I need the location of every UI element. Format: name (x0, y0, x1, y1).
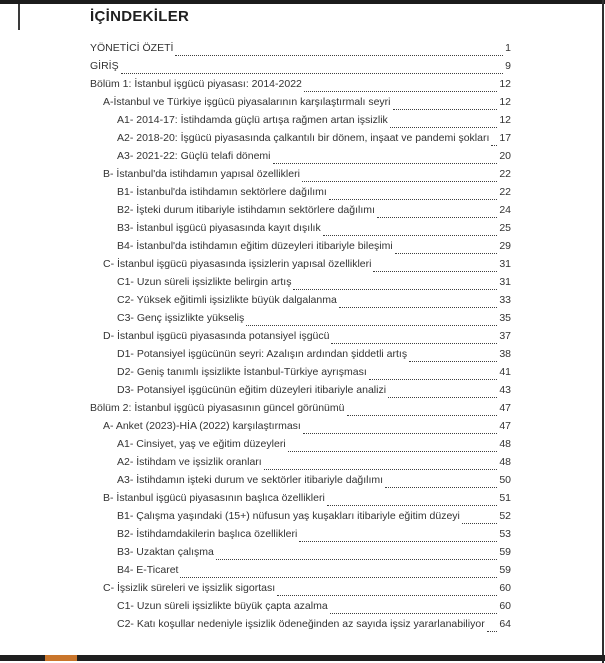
toc-entry-label: A2- İstihdam ve işsizlik oranları (117, 456, 262, 468)
dot-leader (390, 127, 498, 128)
toc-entry[interactable] (90, 186, 511, 204)
toc-title: İÇİNDEKİLER (90, 8, 190, 25)
toc-entry-page: 31 (499, 276, 511, 288)
toc-entry[interactable] (90, 42, 511, 60)
toc-entry[interactable] (90, 456, 511, 474)
toc-entry-page: 60 (499, 600, 511, 612)
toc-entry-label: D3- Potansiyel işgücünün eğitim düzeyleri itibariyle analizi (117, 384, 387, 396)
toc-entry-label: YÖNETİCİ ÖZETİ (90, 42, 174, 54)
dot-leader (373, 271, 497, 272)
toc-entry-label: D2- Geniş tanımlı işsizlikte İstanbul-Türkiye ayrışması (117, 366, 367, 378)
toc-entry-label: B- İstanbul işgücü piyasasının başlıca özellikleri (103, 492, 325, 504)
toc-entry-label: D- İstanbul işgücü piyasasında potansiyel işgücü (103, 330, 330, 342)
dot-leader (302, 181, 497, 182)
window-border-top (0, 0, 605, 4)
toc-entry-page: 1 (505, 42, 511, 54)
dot-leader (369, 379, 498, 380)
toc-entry[interactable] (90, 276, 511, 294)
toc-entry-page: 25 (499, 222, 511, 234)
toc-entry[interactable] (90, 546, 511, 564)
toc-entry-page: 29 (499, 240, 511, 252)
toc-entry-page: 43 (499, 384, 511, 396)
toc-entry-page: 51 (499, 492, 511, 504)
dot-leader (288, 451, 498, 452)
toc-entry-label: B3- Uzaktan çalışma (117, 546, 214, 558)
toc-entry-label: C- İşsizlik süreleri ve işsizlik sigortası (103, 582, 276, 594)
dot-leader (388, 397, 497, 398)
dot-leader (246, 325, 497, 326)
dot-leader (273, 163, 498, 164)
toc-entry[interactable] (90, 438, 511, 456)
toc-entry-page: 12 (499, 78, 511, 90)
toc-entry[interactable] (90, 474, 511, 492)
toc-entry[interactable] (90, 510, 511, 528)
toc-entry-label: A2- 2018-20: İşgücü piyasasında çalkantılı bir dönem, inşaat ve pandemi şokları (117, 132, 490, 144)
toc-entry-label: C1- Uzun süreli işsizlikte belirgin artış (117, 276, 292, 288)
toc-entry[interactable] (90, 150, 511, 168)
toc-entry-label: A1- 2014-17: İstihdamda güçlü artışa rağmen artan işsizlik (117, 114, 388, 126)
scrollbar-track[interactable] (0, 655, 605, 661)
dot-leader (323, 235, 498, 236)
dot-leader (487, 631, 498, 632)
toc-entry-page: 20 (499, 150, 511, 162)
toc-entry-label: B- İstanbul'da istihdamın yapısal özellikleri (103, 168, 300, 180)
toc-entry[interactable] (90, 564, 511, 582)
dot-leader (175, 55, 503, 56)
toc-entry-page: 60 (499, 582, 511, 594)
dot-leader (277, 595, 497, 596)
dot-leader (327, 505, 498, 506)
dot-leader (303, 433, 497, 434)
dot-leader (462, 523, 497, 524)
dot-leader (385, 487, 497, 488)
toc-entry-page: 47 (499, 420, 511, 432)
window-border-right (602, 0, 604, 663)
toc-entry-label: Bölüm 2: İstanbul işgücü piyasasının güncel görünümü (90, 402, 345, 414)
toc-entry[interactable] (90, 240, 511, 258)
dot-leader (347, 415, 498, 416)
scrollbar-thumb[interactable] (45, 655, 77, 661)
toc-entry-page: 17 (499, 132, 512, 144)
toc-entry-label: B3- İstanbul işgücü piyasasında kayıt dışılık (117, 222, 321, 234)
toc-entry-page: 37 (499, 330, 511, 342)
toc-entry-label: A-İstanbul ve Türkiye işgücü piyasalarının karşılaştırmalı seyri (103, 96, 391, 108)
toc-entry-page: 12 (499, 114, 511, 126)
toc-entry[interactable] (90, 420, 511, 438)
dot-leader (393, 109, 498, 110)
toc-entry-label: C3- Genç işsizlikte yükseliş (117, 312, 245, 324)
toc-entry-label: A3- İstihdamın işteki durum ve sektörler itibariyle dağılımı (117, 474, 384, 486)
dot-leader (331, 343, 497, 344)
toc-entry-page: 38 (499, 348, 511, 360)
dot-leader (330, 613, 498, 614)
dot-leader (293, 289, 497, 290)
dot-leader (216, 559, 497, 560)
toc-entry-page: 50 (499, 474, 511, 486)
toc-entry-page: 24 (499, 204, 511, 216)
toc-entry-page: 48 (499, 438, 511, 450)
toc-entry-page: 48 (499, 456, 511, 468)
toc-entry-label: B2- İşteki durum itibariyle istihdamın sektörlere dağılımı (117, 204, 375, 216)
toc-entry-label: GİRİŞ (90, 60, 119, 72)
toc-entry-page: 41 (499, 366, 511, 378)
toc-entry-page: 47 (499, 402, 511, 414)
toc-entry-page: 33 (499, 294, 511, 306)
dot-leader (299, 541, 497, 542)
toc-entry[interactable] (90, 78, 511, 96)
document-page (90, 8, 511, 636)
dot-leader (264, 469, 498, 470)
toc-entry-label: C2- Yüksek eğitimli işsizlikte büyük dalgalanma (117, 294, 337, 306)
toc-entry-page: 53 (499, 528, 511, 540)
toc-entry[interactable] (90, 312, 511, 330)
toc-entry[interactable] (90, 258, 511, 276)
toc-entry[interactable] (90, 96, 511, 114)
dot-leader (395, 253, 498, 254)
toc-entry[interactable] (90, 132, 511, 150)
toc-entry-page: 9 (505, 60, 511, 72)
toc-entry[interactable] (90, 222, 511, 240)
toc-entry[interactable] (90, 294, 511, 312)
dot-leader (409, 361, 497, 362)
toc-entry-page: 59 (499, 564, 511, 576)
toc-entry-page: 22 (499, 186, 511, 198)
toc-entry[interactable] (90, 60, 511, 78)
toc-entry[interactable] (90, 528, 511, 546)
toc-entry-label: B4- İstanbul'da istihdamın eğitim düzeyleri itibariyle bileşimi (117, 240, 393, 252)
dot-leader (329, 199, 498, 200)
toc-entry-label: A- Anket (2023)-HİA (2022) karşılaştırması (103, 420, 301, 432)
toc-entry[interactable] (90, 204, 511, 222)
toc-entry-label: B2- İstihdamdakilerin başlıca özellikleri (117, 528, 298, 540)
toc-entry[interactable] (90, 168, 511, 186)
toc-entry-label: B4- E-Ticaret (117, 564, 179, 576)
toc-entry-label: B1- İstanbul'da istihdamın sektörlere dağılımı (117, 186, 327, 198)
toc-entry-label: C- İstanbul işgücü piyasasında işsizlerin yapısal özellikleri (103, 258, 372, 270)
toc-entry-label: A3- 2021-22: Güçlü telafi dönemi (117, 150, 271, 162)
toc-entry-page: 35 (499, 312, 511, 324)
toc-entry-page: 59 (499, 546, 511, 558)
dot-leader (339, 307, 497, 308)
toc-entry-page: 12 (499, 96, 511, 108)
toc-entry-page: 31 (499, 258, 511, 270)
toc-entry-label: Bölüm 1: İstanbul işgücü piyasası: 2014-2022 (90, 78, 302, 90)
toc-entry-page: 22 (499, 168, 511, 180)
toc-list (90, 42, 511, 636)
toc-entry[interactable] (90, 600, 511, 618)
dot-leader (121, 73, 504, 74)
toc-entry-label: A1- Cinsiyet, yaş ve eğitim düzeyleri (117, 438, 286, 450)
dot-leader (377, 217, 497, 218)
toc-entry-page: 64 (499, 618, 511, 630)
toc-entry[interactable] (90, 492, 511, 510)
toc-entry-label: C1- Uzun süreli işsizlikte büyük çapta azalma (117, 600, 328, 612)
toc-entry[interactable] (90, 384, 511, 402)
toc-entry-label: C2- Katı koşullar nedeniyle işsizlik ödeneğinden az sayıda işsiz yararlanabiliyor (117, 618, 485, 630)
toc-entry[interactable] (90, 330, 511, 348)
toc-entry-page: 52 (499, 510, 511, 522)
dot-leader (180, 577, 497, 578)
dot-leader (491, 145, 497, 146)
toc-entry[interactable] (90, 366, 511, 384)
toc-entry[interactable] (90, 348, 511, 366)
page-edge-left (18, 4, 20, 30)
toc-entry-label: D1- Potansiyel işgücünün seyri: Azalışın ardından şiddetli artış (117, 348, 408, 360)
toc-entry-label: B1- Çalışma yaşındaki (15+) nüfusun yaş kuşakları itibariyle eğitim düzeyi (117, 510, 460, 522)
toc-entry[interactable] (90, 402, 511, 420)
toc-entry[interactable] (90, 618, 511, 636)
dot-leader (304, 91, 497, 92)
toc-entry[interactable] (90, 582, 511, 600)
toc-entry[interactable] (90, 114, 511, 132)
